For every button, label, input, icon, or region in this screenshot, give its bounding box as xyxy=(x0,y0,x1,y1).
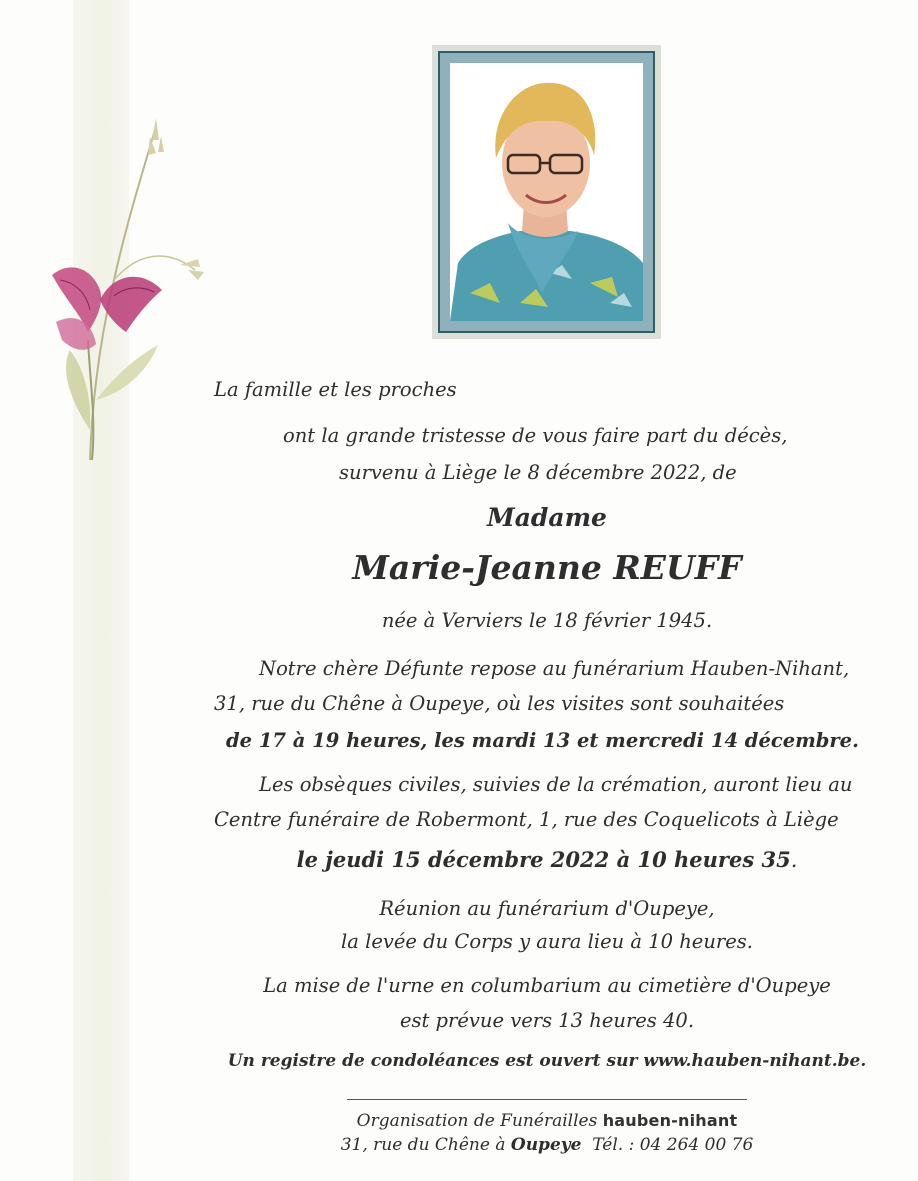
deceased-name: Marie-Jeanne REUFF xyxy=(352,548,742,587)
announcement-line-2: survenu à Liège le 8 décembre 2022, de xyxy=(339,461,737,484)
phone: Tél. : 04 264 00 76 xyxy=(592,1135,754,1155)
rest-line-1: Notre chère Défunte repose au funérarium Hauben-Nihant, xyxy=(259,657,850,680)
footer-address xyxy=(300,1135,794,1155)
footer-divider xyxy=(347,1099,747,1100)
org-brand: hauben-nihant xyxy=(602,1111,738,1130)
portrait-photo xyxy=(450,63,643,321)
urn-line-1: La mise de l'urne en columbarium au cimetière d'Oupeye xyxy=(263,974,831,997)
urn-line-2: est prévue vers 13 heures 40. xyxy=(399,1009,695,1032)
birth-info: née à Verviers le 18 février 1945. xyxy=(381,609,713,632)
portrait-frame xyxy=(432,45,661,339)
funeral-date-period: . xyxy=(790,848,798,872)
funeral-line-2: Centre funéraire de Robermont, 1, rue des Coquelicots à Liège xyxy=(214,808,839,831)
footer-organisation xyxy=(300,1111,794,1131)
announcement-line-1: ont la grande tristesse de vous faire part du décès, xyxy=(283,424,788,447)
calla-lily-decoration xyxy=(30,100,230,480)
visiting-hours: de 17 à 19 heures, les mardi 13 et mercredi 14 décembre. xyxy=(226,729,859,752)
meeting-line-1: Réunion au funérarium d'Oupeye, xyxy=(379,897,715,920)
rest-line-2: 31, rue du Chêne à Oupeye, où les visites sont souhaitées xyxy=(214,692,785,715)
meeting-line-2: la levée du Corps y aura lieu à 10 heures. xyxy=(341,930,753,953)
org-prefix: Organisation de Funérailles xyxy=(356,1111,598,1131)
honorific: Madame xyxy=(487,503,607,532)
funeral-date xyxy=(214,847,880,872)
condolence-register: Un registre de condoléances est ouvert sur www.hauben-nihant.be. xyxy=(227,1051,867,1071)
funeral-date-text: le jeudi 15 décembre 2022 à 10 heures 35 xyxy=(296,847,791,872)
funeral-line-1: Les obsèques civiles, suivies de la crémation, auront lieu au xyxy=(259,773,853,796)
intro-text: La famille et les proches xyxy=(214,378,457,401)
address-town: Oupeye xyxy=(510,1135,582,1155)
address-prefix: 31, rue du Chêne à xyxy=(340,1135,506,1155)
